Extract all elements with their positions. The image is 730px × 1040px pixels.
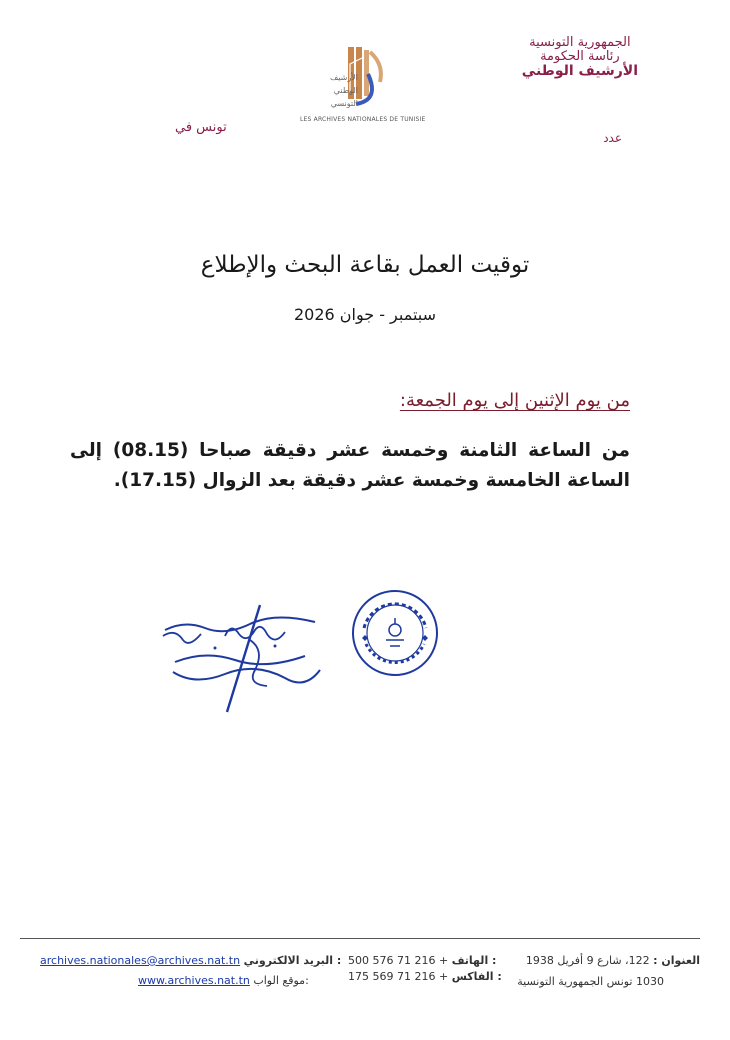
footer-address-line2: 1030 تونس الجمهورية التونسية [517,975,664,988]
logo-caption: LES ARCHIVES NATIONALES DE TUNISIE [300,116,426,123]
logo-arabic-text: الأرشيف الوطني التونسي [329,73,358,108]
website-link[interactable]: www.archives.nat.tn [138,974,250,987]
footer-address-line1: العنوان : 122، شارع 9 أفريل 1938 [525,954,700,967]
footer-phone: 500 576 71 216 + الهاتف : [348,954,497,967]
republic-label: الجمهورية التونسية [529,35,631,50]
days-heading: من يوم الإثنين إلى يوم الجمعة: [399,390,630,411]
director-signature [155,600,330,715]
presidency-label: رئاسة الحكومة [540,49,620,64]
footer-fax: 175 569 71 216 + الفاكس : [348,970,502,983]
official-stamp-icon [350,588,440,678]
footer-divider [20,938,700,939]
date-place-label: تونس في [175,120,227,135]
email-link[interactable]: archives.nationales@archives.nat.tn [40,954,241,967]
header-institution-block [522,36,638,78]
hours-paragraph: من الساعة الثامنة وخمسة عشر دقيقة صباحا (08.15) إلى الساعة الخامسة وخمسة عشر دقيقة بعد الزوال (17.15). [70,440,630,491]
reference-number-label: عدد [603,131,622,145]
page-subtitle: سبتمبر - جوان 2026 [293,305,437,324]
page-title: توقيت العمل بقاعة البحث والإطلاع [200,252,530,278]
footer-email: archives.nationales@archives.nat.tn البريد الالكتروني : [40,954,342,967]
archives-label: الأرشيف الوطني [521,63,638,79]
footer-website: www.archives.nat.tn موقع الواب: [138,974,309,987]
